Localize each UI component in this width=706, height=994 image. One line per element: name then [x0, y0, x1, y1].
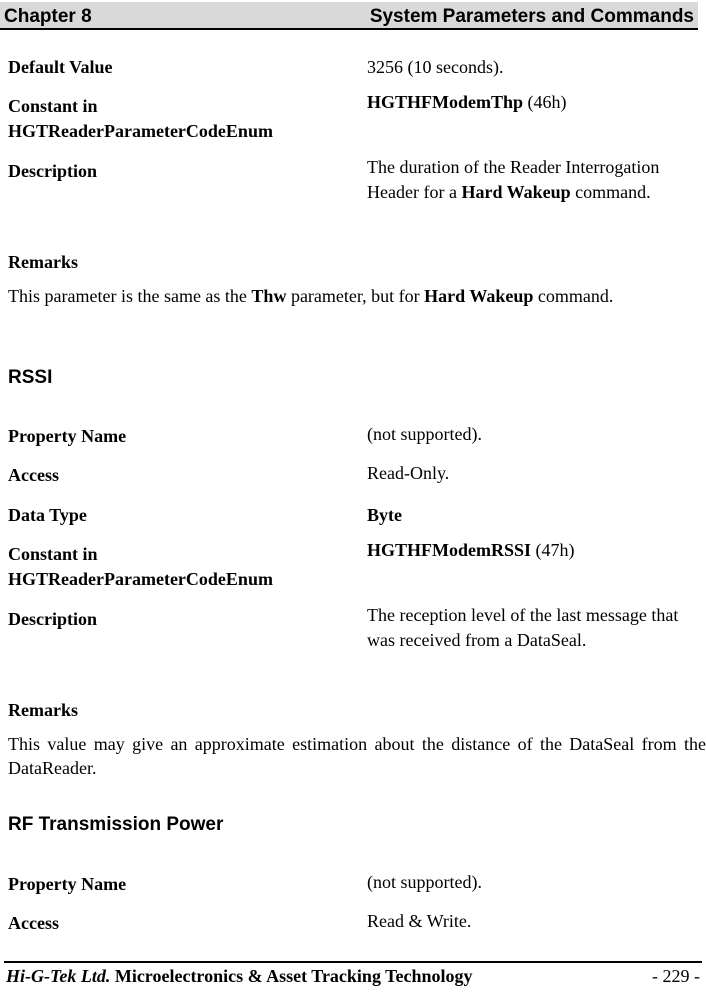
data-type-label: Data Type	[8, 505, 87, 525]
default-value: 3256 (10 seconds).	[367, 57, 504, 77]
page-number: - 229 -	[652, 966, 700, 986]
access-value: Read & Write.	[367, 911, 472, 931]
remarks-paragraph: This value may give an approximate estimation about the distance of the DataSeal from the DataReader.	[8, 734, 706, 778]
chapter-label: Chapter 8	[4, 6, 92, 27]
constant-value: HGTHFModemRSSI (47h)	[367, 540, 575, 560]
section-title-rf-power: RF Transmission Power	[8, 814, 224, 835]
property-name-value: (not supported).	[367, 872, 482, 892]
access-value: Read-Only.	[367, 463, 450, 483]
access-label: Access	[8, 465, 59, 485]
property-name-value: (not supported).	[367, 424, 482, 444]
default-value-label: Default Value	[8, 57, 113, 77]
description-value: The reception level of the last message that was received from a DataSeal.	[367, 605, 679, 650]
data-type-value: Byte	[367, 505, 402, 525]
chapter-title: System Parameters and Commands	[369, 6, 694, 27]
description-label: Description	[8, 161, 97, 181]
company-name: Hi-G-Tek Ltd.	[6, 966, 111, 986]
constant-value: HGTHFModemThp (46h)	[367, 92, 567, 112]
constant-label: Constant in HGTReaderParameterCodeEnum	[8, 544, 273, 589]
access-label: Access	[8, 913, 59, 933]
remarks-heading: Remarks	[8, 252, 78, 272]
property-name-label: Property Name	[8, 874, 127, 894]
section-title-rssi: RSSI	[8, 367, 53, 388]
description-label: Description	[8, 609, 97, 629]
remarks-paragraph: This parameter is the same as the Thw parameter, but for Hard Wakeup command.	[8, 286, 614, 306]
page-footer	[6, 966, 700, 987]
property-name-label: Property Name	[8, 426, 127, 446]
constant-label: Constant in HGTReaderParameterCodeEnum	[8, 96, 273, 141]
remarks-heading: Remarks	[8, 700, 78, 720]
description-value: The duration of the Reader Interrogation Header for a Hard Wakeup command.	[367, 157, 660, 202]
company-tagline: Microelectronics & Asset Tracking Technology	[110, 966, 473, 986]
page-header	[0, 2, 698, 30]
footer-divider	[4, 961, 702, 963]
